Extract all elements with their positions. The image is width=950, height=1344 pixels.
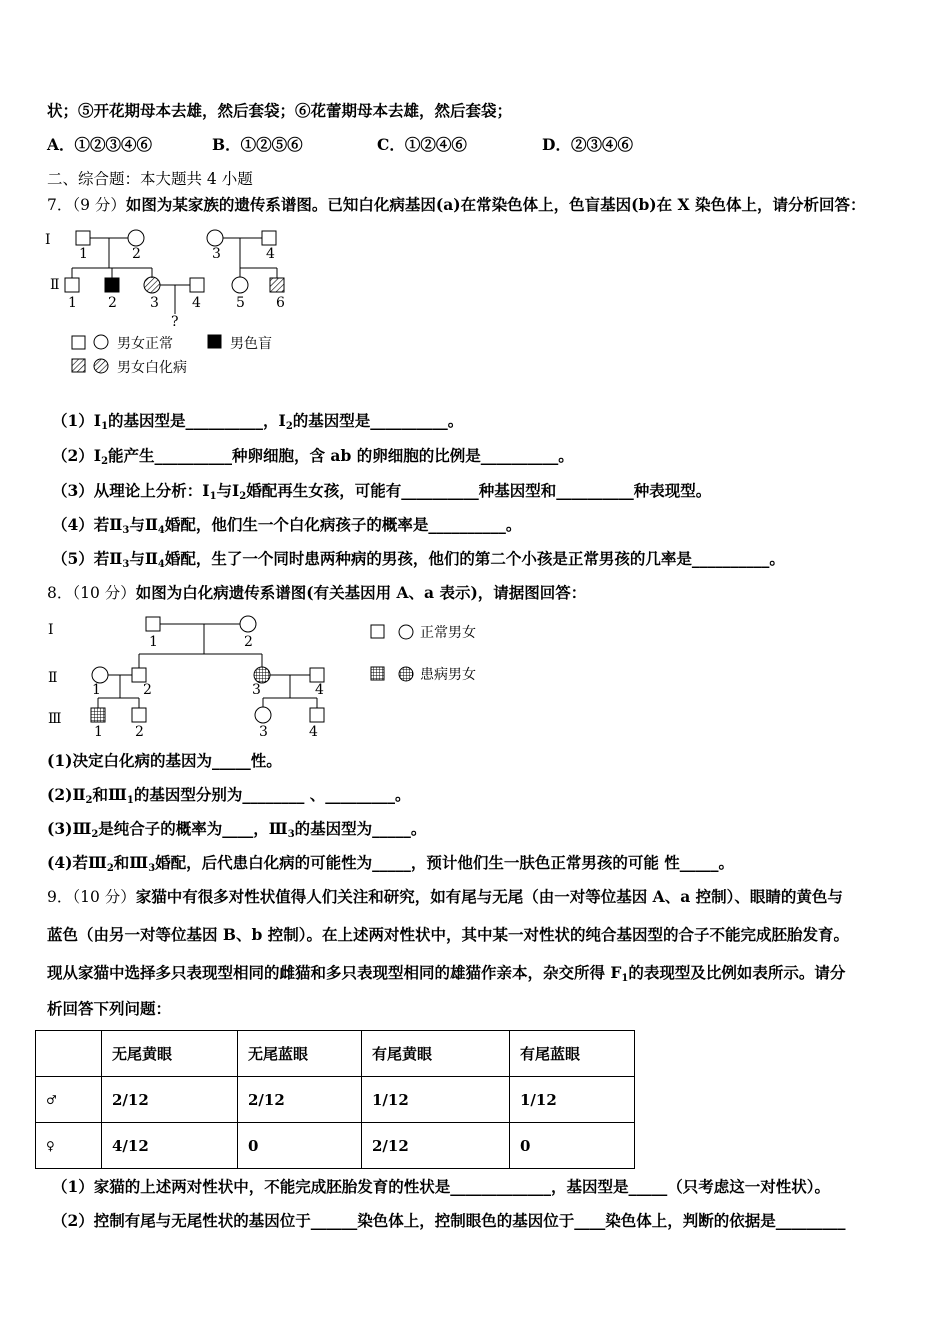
q7-legend-albino: 男女白化病 [117,360,187,376]
q9-sub-1: （1）家猫的上述两对性状中，不能完成胚胎发育的性状是_____________，基因型是_____（只考虑这一对性状）。 [52,1177,831,1196]
table-cell: 1/12 [362,1077,510,1123]
table-header-cell: 有尾蓝眼 [510,1031,635,1077]
q8-III2-male [132,708,146,722]
q7-I4-male [262,231,276,245]
q7-I1-id: 1 [79,246,88,262]
q8-III3-id: 3 [259,724,268,740]
q7-gen-label-2: Ⅱ [50,277,60,293]
q8-III1-affected-male [91,708,105,722]
section-title: 二、综合题：本大题共 4 小题 [47,170,253,188]
table-cell: 4/12 [102,1123,238,1169]
q9-line-1: 9．（10 分）家猫中有很多对性状值得人们关注和研究，如有尾与无尾（由一对等位基因 A、a 控制）、眼睛的黄色与 [47,887,843,906]
q8-II4-male [310,668,324,682]
q8-legend-affected: 患病男女 [420,667,476,683]
q9-sub-2: （2）控制有尾与无尾性状的基因位于______染色体上，控制眼色的基因位于____染色体上，判断的依据是_________ [52,1211,846,1230]
table-cell: 2/12 [102,1077,238,1123]
table-cell: 1/12 [510,1077,635,1123]
q8-sub-3: $(3)Ⅲ_2$是纯合子的概率为____，$Ⅲ_3$的基因型为_____。 [47,819,427,840]
table-cell: 0 [510,1123,635,1169]
q7-sub-3: （3）从理论上分析：$Ⅰ_1$与$Ⅰ_2$婚配再生女孩，可能有__________种基因型和__________种表现型。 [52,481,712,502]
q8-II1-id: 1 [92,682,101,698]
q7-legend-colorblind: 男色盲 [230,336,272,352]
q9-table [35,1030,635,1169]
q7-II1-male [65,278,79,292]
q8-sub-1: (1)决定白化病的基因为_____性。 [47,751,282,770]
q8-gen-label-3: Ⅲ [48,711,62,727]
q7-I2-female [128,230,144,246]
table-row [36,1077,635,1123]
q7-I2-id: 2 [132,246,141,262]
q9-line-4: 析回答下列问题： [47,999,172,1018]
q8-III4-id: 4 [309,724,318,740]
q8-II1-female [92,667,108,683]
option-a: A．①②③④⑥ [47,135,153,154]
q8-II3-affected-female [254,667,270,683]
table-cell-sex: ♂ [36,1077,102,1123]
q7-II3-id: 3 [150,295,159,311]
q8-gen-label-1: Ⅰ [48,622,54,638]
table-header-cell [36,1031,102,1077]
option-d: D．②③④⑥ [542,135,633,154]
q7-II4-male [190,278,204,292]
q7-II4-id: 4 [192,295,201,311]
q8-II3-id: 3 [252,682,261,698]
q8-III1-id: 1 [94,724,103,740]
q8-sub-2: $(2)Ⅱ_2$和$Ⅲ_1$的基因型分别为________ 、_________。 [47,785,411,806]
q7-pedigree [40,222,340,382]
intro-line: 状；⑤开花期母本去雄，然后套袋；⑥花蕾期母本去雄，然后套袋； [47,101,513,120]
q7-II3-albino-female [144,277,160,293]
q8-I2-id: 2 [244,634,253,650]
q7-I4-id: 4 [266,246,275,262]
q8-I1-id: 1 [149,634,158,650]
q8-gen-label-2: Ⅱ [48,670,58,686]
q7-stem: 7．（9 分）如图为某家族的遗传系谱图。已知白化病基因(a)在常染色体上，色盲基因(b)在 X 染色体上，请分析回答： [47,195,866,214]
q7-I3-female [207,230,223,246]
q8-II4-id: 4 [315,682,324,698]
table-header-cell: 有尾黄眼 [362,1031,510,1077]
table-cell-sex: ♀ [36,1123,102,1169]
q8-pedigree [40,612,510,742]
q7-I1-male [76,231,90,245]
q8-legend-normal: 正常男女 [420,625,476,641]
q7-sub-5: （5）若$Ⅱ_3$与$Ⅱ_4$婚配，生了一个同时患两种病的男孩，他们的第二个小孩是正常男孩的几率是__________。 [52,549,785,570]
q7-II5-id: 5 [236,295,245,311]
q8-stem: 8．（10 分）如图为白化病遗传系谱图(有关基因用 A、a 表示)，请据图回答： [47,583,587,602]
q8-II2-male [132,668,146,682]
q8-III2-id: 2 [135,724,144,740]
table-header-cell: 无尾黄眼 [102,1031,238,1077]
q9-line-3: 现从家猫中选择多只表现型相同的雌猫和多只表现型相同的雄猫作亲本，杂交所得 $F_1$的表现型及比例如表所示。请分 [47,963,846,984]
table-cell: 0 [238,1123,362,1169]
q7-legend-normal: 男女正常 [117,336,173,352]
q8-I1-male [146,617,160,631]
q7-child-mark: ? [171,314,179,330]
q7-II5-female [232,277,248,293]
q7-II2-colorblind-male [105,278,119,292]
q7-II6-albino-male [270,278,284,292]
q7-II6-id: 6 [276,295,285,311]
q7-sub-1: $(1)Ⅰ_1$的基因型是__________，$Ⅰ_2$的基因型是__________。 [52,411,464,432]
table-cell: 2/12 [362,1123,510,1169]
q7-sub-2: $(2)Ⅰ_2$能产生__________种卵细胞，含 ab 的卵细胞的比例是__________。 [52,446,574,467]
option-b: B．①②⑤⑥ [212,135,303,154]
q8-sub-4: (4)若$Ⅲ_2$和$Ⅲ_3$婚配，后代患白化病的可能性为_____，预计他们生一肤色正常男孩的可能 性_____。 [47,853,735,874]
q8-III4-male [310,708,324,722]
q7-sub-4: （4）若$Ⅱ_3$与$Ⅱ_4$婚配，他们生一个白化病孩子的概率是__________。 [52,515,522,536]
option-c: C．①②④⑥ [377,135,467,154]
q8-I2-female [240,616,256,632]
table-cell: 2/12 [238,1077,362,1123]
q8-III3-female [255,707,271,723]
table-header-cell: 无尾蓝眼 [238,1031,362,1077]
q7-II1-id: 1 [68,295,77,311]
q7-II2-id: 2 [108,295,117,311]
q9-line-2: 蓝色（由另一对等位基因 B、b 控制）。在上述两对性状中，其中某一对性状的纯合基因型的合子不能完成胚胎发育。 [47,925,849,944]
q7-gen-label-1: Ⅰ [45,232,51,248]
table-row [36,1123,635,1169]
table-header-row [36,1031,635,1077]
q7-I3-id: 3 [212,246,221,262]
q8-II2-id: 2 [143,682,152,698]
